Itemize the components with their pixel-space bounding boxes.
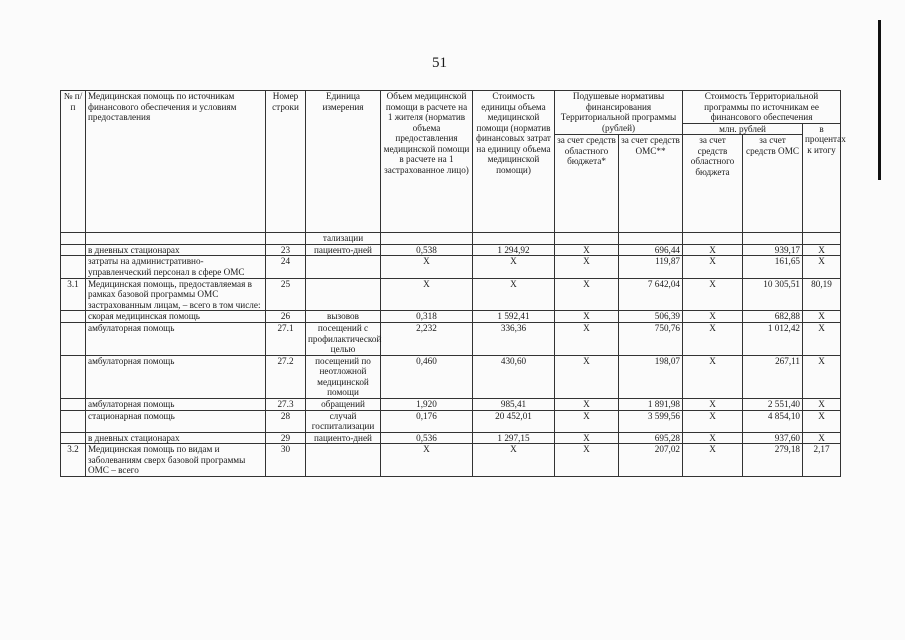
cell-percapita-oms: 7 642,04 bbox=[619, 278, 683, 311]
cell-name: амбулаторная помощь bbox=[86, 355, 266, 398]
cell-unit bbox=[306, 444, 381, 477]
cell-line: 25 bbox=[266, 278, 306, 311]
table-row bbox=[61, 398, 841, 410]
header-mln: млн. рублей bbox=[683, 123, 803, 135]
header-percapita-budget: за счет средств областного бюджета* bbox=[555, 135, 619, 233]
cell-cost-budget: X bbox=[683, 432, 743, 444]
table-row bbox=[61, 233, 841, 245]
header-name: Медицинская помощь по источникам финансового обеспечения и условиям предоставления bbox=[86, 91, 266, 233]
cell-num bbox=[61, 432, 86, 444]
cell-name: Медицинская помощь по видам и заболеваниям сверх базовой программы ОМС – всего bbox=[86, 444, 266, 477]
cell-num bbox=[61, 355, 86, 398]
cell-cost-oms: 4 854,10 bbox=[743, 410, 803, 432]
cell-cost-oms: 682,88 bbox=[743, 311, 803, 323]
cell-percapita-budget: X bbox=[555, 256, 619, 278]
cell-line: 23 bbox=[266, 244, 306, 256]
cell-volume bbox=[381, 233, 473, 245]
cell-percapita-budget: X bbox=[555, 410, 619, 432]
cell-cost-budget: X bbox=[683, 355, 743, 398]
table-row bbox=[61, 322, 841, 355]
cell-percapita-budget: X bbox=[555, 444, 619, 477]
header-percent: в процентах к итогу bbox=[803, 123, 841, 233]
header-percapita-oms: за счет средств ОМС** bbox=[619, 135, 683, 233]
cell-line: 27.3 bbox=[266, 398, 306, 410]
cell-percent: X bbox=[803, 355, 841, 398]
header-cost-group: Стоимость Территориальной программы по источникам ее финансового обеспечения bbox=[683, 91, 841, 124]
table-row bbox=[61, 311, 841, 323]
cell-cost-oms: 267,11 bbox=[743, 355, 803, 398]
header-cost-oms: за счет средств ОМС bbox=[743, 135, 803, 233]
cell-num bbox=[61, 410, 86, 432]
cell-volume: 0,176 bbox=[381, 410, 473, 432]
cell-volume: X bbox=[381, 256, 473, 278]
cell-cost-oms: 937,60 bbox=[743, 432, 803, 444]
cell-unit: вызовов bbox=[306, 311, 381, 323]
cell-percent: X bbox=[803, 256, 841, 278]
cell-percent: X bbox=[803, 398, 841, 410]
cell-cost-oms: 939,17 bbox=[743, 244, 803, 256]
cell-unit: посещений с профилактической целью bbox=[306, 322, 381, 355]
cell-percapita-budget: X bbox=[555, 311, 619, 323]
table-row bbox=[61, 432, 841, 444]
cell-cost bbox=[473, 233, 555, 245]
header-cost: Стоимость единицы объема медицинской помощи (норматив финансовых затрат на единицу объема медицинской помощи) bbox=[473, 91, 555, 233]
cell-line: 24 bbox=[266, 256, 306, 278]
cell-cost-budget: X bbox=[683, 322, 743, 355]
cell-cost: 1 294,92 bbox=[473, 244, 555, 256]
cell-name: затраты на административно-управленческий персонал в сфере ОМС bbox=[86, 256, 266, 278]
cell-percapita-oms: 696,44 bbox=[619, 244, 683, 256]
cell-volume: 0,538 bbox=[381, 244, 473, 256]
header-num: № п/п bbox=[61, 91, 86, 233]
cell-line: 26 bbox=[266, 311, 306, 323]
cell-percapita-budget: X bbox=[555, 244, 619, 256]
cell-cost-budget: X bbox=[683, 410, 743, 432]
cell-unit: обращений bbox=[306, 398, 381, 410]
cell-num bbox=[61, 311, 86, 323]
cell-num bbox=[61, 244, 86, 256]
table-row bbox=[61, 355, 841, 398]
cell-num: 3.1 bbox=[61, 278, 86, 311]
cell-name: скорая медицинская помощь bbox=[86, 311, 266, 323]
cell-cost: 336,36 bbox=[473, 322, 555, 355]
cell-percapita-budget: X bbox=[555, 322, 619, 355]
cell-cost: 430,60 bbox=[473, 355, 555, 398]
cell-percapita-oms: 750,76 bbox=[619, 322, 683, 355]
header-unit: Единица измерения bbox=[306, 91, 381, 233]
cell-cost: 20 452,01 bbox=[473, 410, 555, 432]
cell-unit: тализации bbox=[306, 233, 381, 245]
cell-unit: посещений по неотложной медицинской помощи bbox=[306, 355, 381, 398]
cell-volume: 0,318 bbox=[381, 311, 473, 323]
cell-unit bbox=[306, 278, 381, 311]
cell-num bbox=[61, 256, 86, 278]
cell-cost-budget: X bbox=[683, 256, 743, 278]
cell-cost-oms: 2 551,40 bbox=[743, 398, 803, 410]
cell-cost-budget: X bbox=[683, 444, 743, 477]
cell-cost: X bbox=[473, 278, 555, 311]
cell-unit: случай госпитализации bbox=[306, 410, 381, 432]
cell-percent: X bbox=[803, 244, 841, 256]
cell-unit: пациенто-дней bbox=[306, 244, 381, 256]
cell-name bbox=[86, 233, 266, 245]
cell-line: 28 bbox=[266, 410, 306, 432]
table-row bbox=[61, 410, 841, 432]
cell-volume: X bbox=[381, 444, 473, 477]
cell-unit bbox=[306, 256, 381, 278]
table-row bbox=[61, 256, 841, 278]
cell-cost-budget: X bbox=[683, 244, 743, 256]
cell-cost: 1 297,15 bbox=[473, 432, 555, 444]
cell-percapita-oms: 3 599,56 bbox=[619, 410, 683, 432]
cell-line: 29 bbox=[266, 432, 306, 444]
cell-cost-oms: 161,65 bbox=[743, 256, 803, 278]
cell-line bbox=[266, 233, 306, 245]
cell-percent bbox=[803, 233, 841, 245]
cell-volume: 2,232 bbox=[381, 322, 473, 355]
cell-cost-budget: X bbox=[683, 278, 743, 311]
cell-percent: X bbox=[803, 311, 841, 323]
cell-volume: 1,920 bbox=[381, 398, 473, 410]
cell-percent: 80,19 bbox=[803, 278, 841, 311]
cell-cost: 985,41 bbox=[473, 398, 555, 410]
cell-line: 30 bbox=[266, 444, 306, 477]
table-row bbox=[61, 444, 841, 477]
cell-num: 3.2 bbox=[61, 444, 86, 477]
cell-cost: X bbox=[473, 256, 555, 278]
cell-cost-budget: X bbox=[683, 311, 743, 323]
cell-cost-oms: 279,18 bbox=[743, 444, 803, 477]
cell-cost-oms: 1 012,42 bbox=[743, 322, 803, 355]
cell-cost-oms: 10 305,51 bbox=[743, 278, 803, 311]
cell-name: амбулаторная помощь bbox=[86, 322, 266, 355]
cell-unit: пациенто-дней bbox=[306, 432, 381, 444]
cell-percapita-budget: X bbox=[555, 355, 619, 398]
cell-percapita-oms: 207,02 bbox=[619, 444, 683, 477]
cell-percent: X bbox=[803, 432, 841, 444]
cell-line: 27.1 bbox=[266, 322, 306, 355]
cell-name: амбулаторная помощь bbox=[86, 398, 266, 410]
cell-percapita-budget bbox=[555, 233, 619, 245]
cell-percent: 2,17 bbox=[803, 444, 841, 477]
margin-bar bbox=[878, 20, 881, 180]
header-line: Номер строки bbox=[266, 91, 306, 233]
cell-volume: X bbox=[381, 278, 473, 311]
table-row bbox=[61, 278, 841, 311]
cell-cost-oms bbox=[743, 233, 803, 245]
cell-num bbox=[61, 322, 86, 355]
cell-percapita-oms: 119,87 bbox=[619, 256, 683, 278]
cell-cost: X bbox=[473, 444, 555, 477]
cell-name: стационарная помощь bbox=[86, 410, 266, 432]
cell-percapita-oms bbox=[619, 233, 683, 245]
cell-line: 27.2 bbox=[266, 355, 306, 398]
cell-percapita-budget: X bbox=[555, 432, 619, 444]
cell-percent: X bbox=[803, 410, 841, 432]
cell-num bbox=[61, 233, 86, 245]
financing-table bbox=[60, 90, 846, 477]
cell-cost-budget: X bbox=[683, 398, 743, 410]
cell-name: в дневных стационарах bbox=[86, 244, 266, 256]
cell-percent: X bbox=[803, 322, 841, 355]
cell-percapita-budget: X bbox=[555, 278, 619, 311]
header-volume: Объем медицинской помощи в расчете на 1 жителя (норматив объема предоставления медицинской помощи в расчете на 1 застрахованное лицо) bbox=[381, 91, 473, 233]
cell-percapita-oms: 198,07 bbox=[619, 355, 683, 398]
cell-percapita-budget: X bbox=[555, 398, 619, 410]
cell-cost-budget bbox=[683, 233, 743, 245]
cell-name: Медицинская помощь, предоставляемая в рамках базовой программы ОМС застрахованным лицам, – всего в том числе: bbox=[86, 278, 266, 311]
cell-name: в дневных стационарах bbox=[86, 432, 266, 444]
cell-percapita-oms: 695,28 bbox=[619, 432, 683, 444]
cell-cost: 1 592,41 bbox=[473, 311, 555, 323]
cell-percapita-oms: 506,39 bbox=[619, 311, 683, 323]
table-row bbox=[61, 244, 841, 256]
header-percapita-group: Подушевые нормативы финансирования Территориальной программы (рублей) bbox=[555, 91, 683, 135]
cell-num bbox=[61, 398, 86, 410]
cell-percapita-oms: 1 891,98 bbox=[619, 398, 683, 410]
header-cost-budget: за счет средств областного бюджета bbox=[683, 135, 743, 233]
cell-volume: 0,536 bbox=[381, 432, 473, 444]
page-number: 51 bbox=[432, 55, 447, 71]
cell-volume: 0,460 bbox=[381, 355, 473, 398]
